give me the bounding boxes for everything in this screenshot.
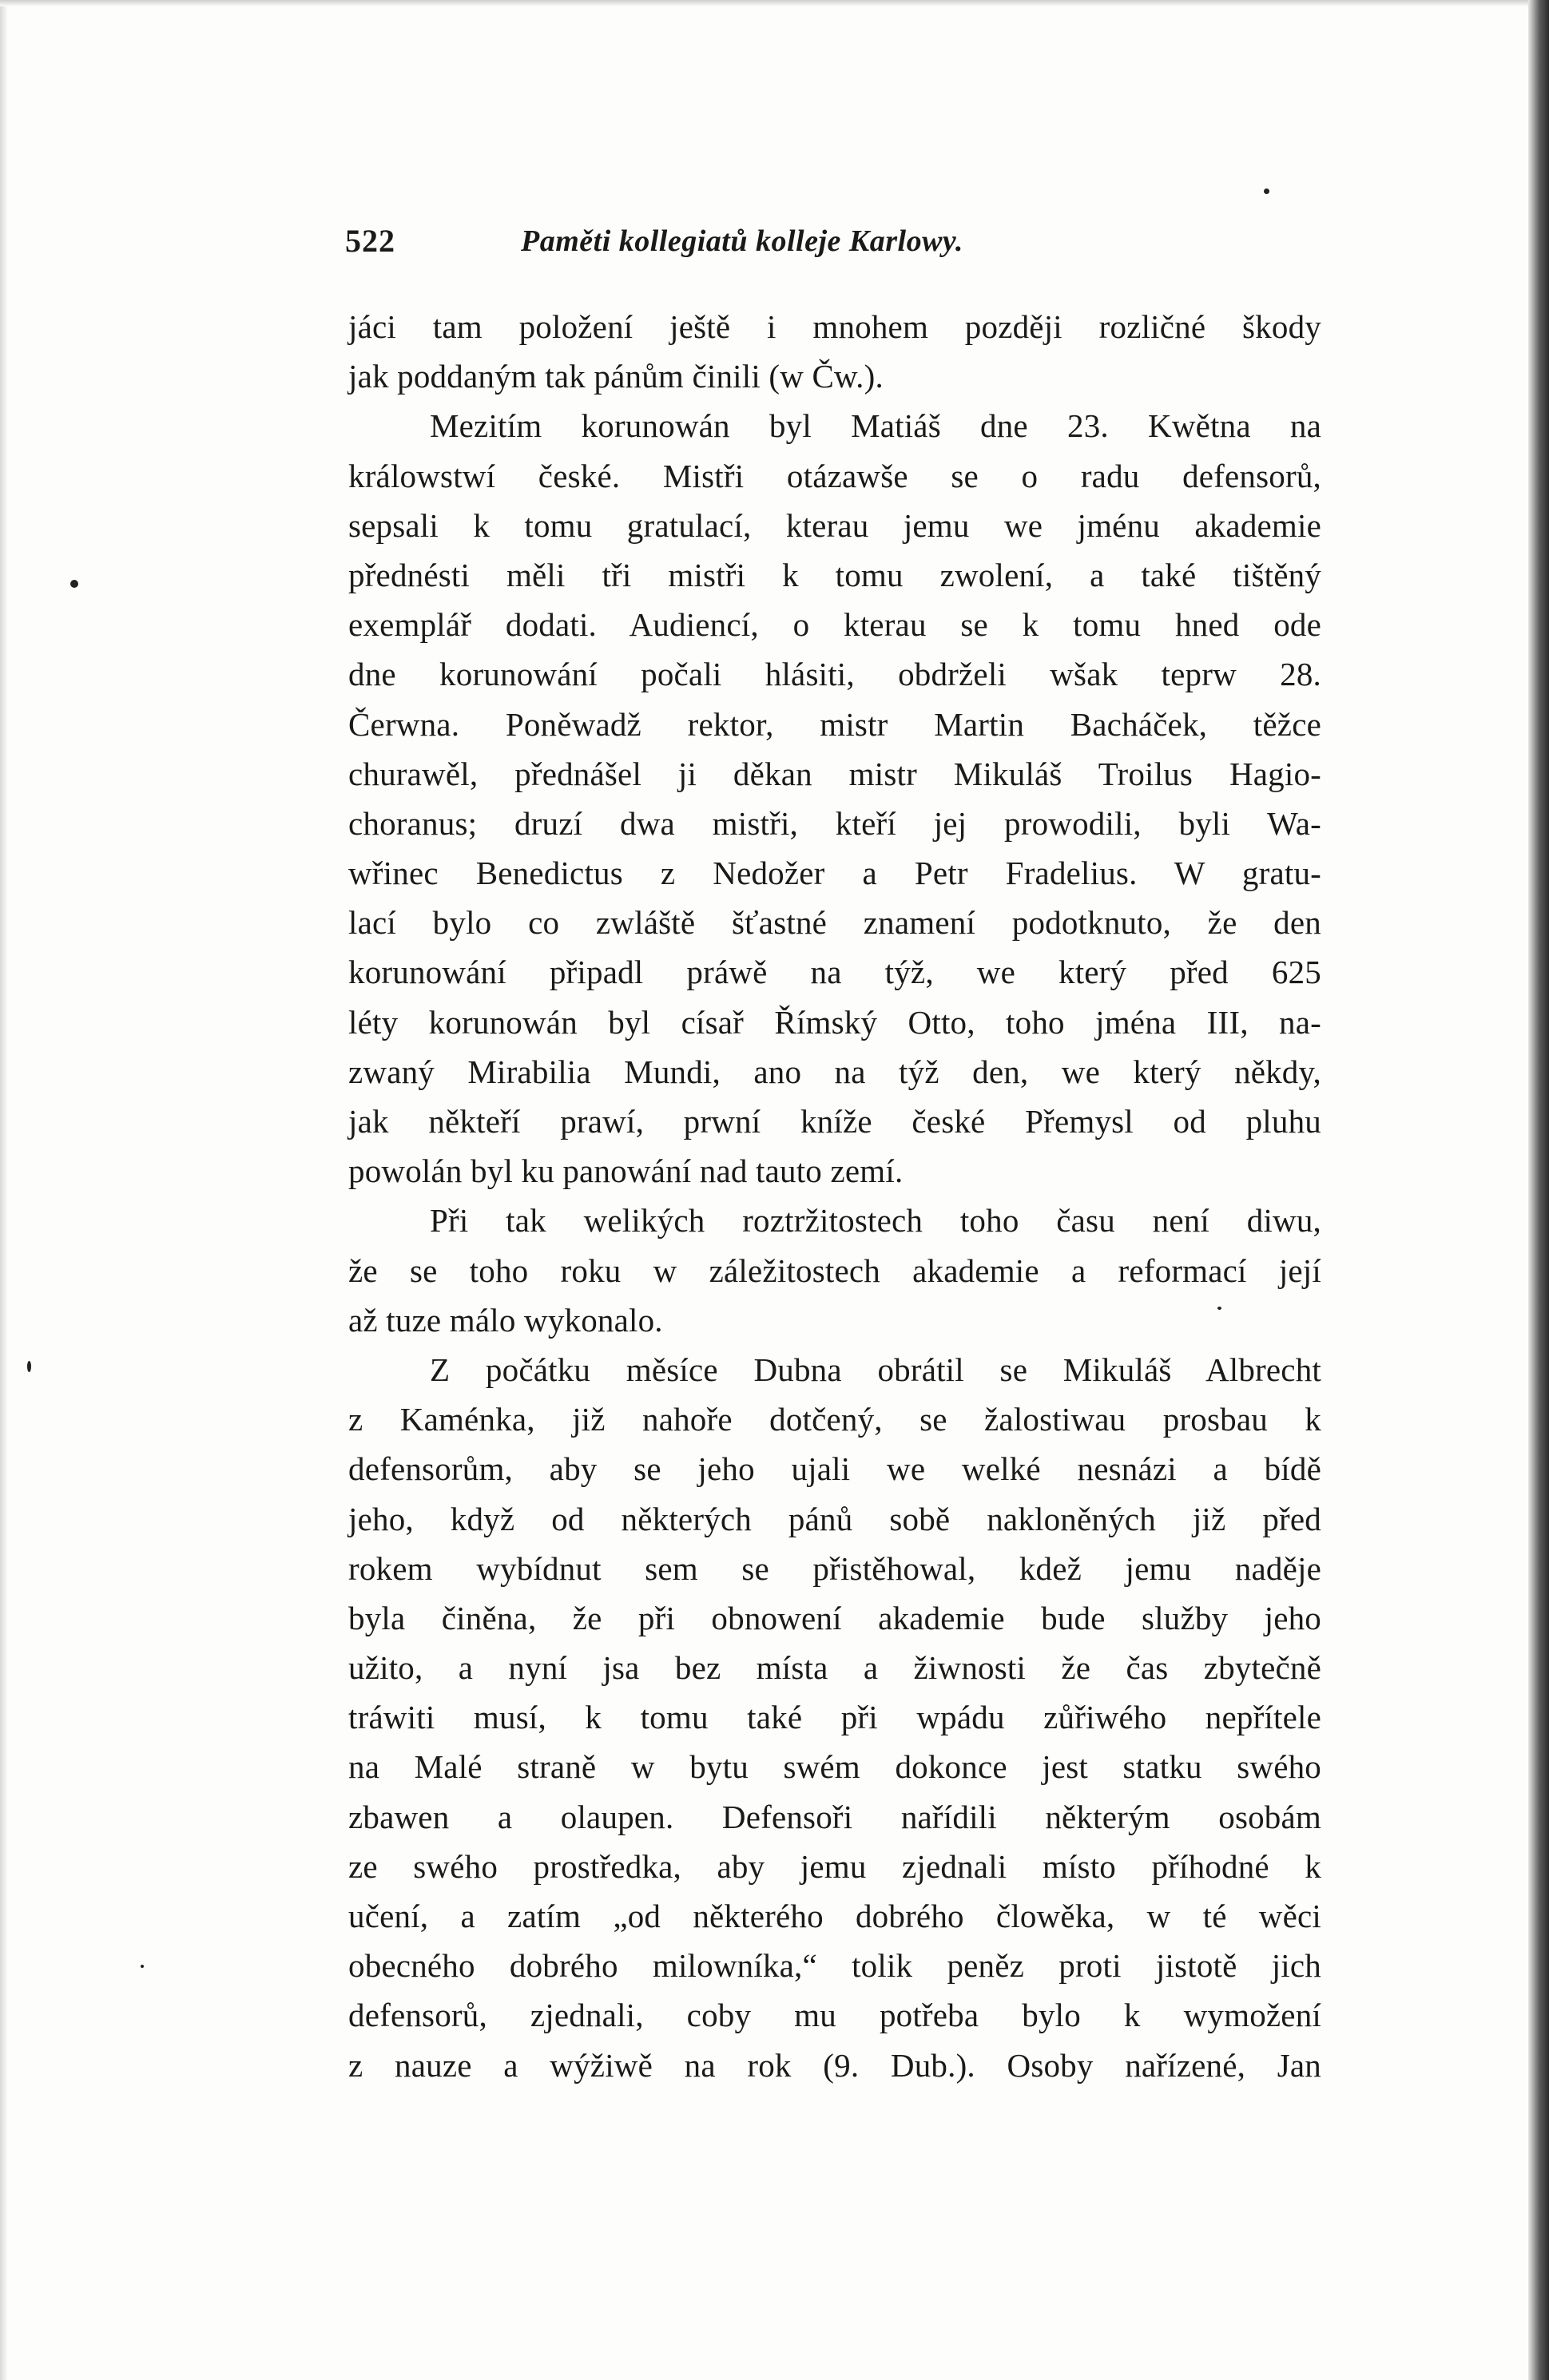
text-line: powolán byl ku panowání nad tauto zemí. [348,1152,904,1190]
ink-speck [1264,188,1269,194]
ink-speck [70,580,78,588]
text-line: užito, a nyní jsa bez místa a žiwnosti že čas zbytečně [348,1649,1321,1687]
page-edge-top [0,0,1549,6]
text-line: wřinec Benedictus z Nedožer a Petr Fradelius. W gratu- [348,855,1321,892]
text-line: králowstwí české. Mistři otázawše se o radu defensorů, [348,457,1321,494]
text-line: defensorů, zjednali, coby mu potřeba bylo k wymožení [348,1997,1321,2034]
text-line: Z počátku měsíce Dubna obrátil se Mikuláš Albrecht [430,1351,1321,1388]
text-line: tráwiti musí, k tomu také při wpádu zůřiwého nepřítele [348,1699,1321,1736]
text-line: až tuze málo wykonalo. [348,1301,663,1339]
text-line: jak poddaným tak pánům činili (w Čw.). [348,358,884,395]
text-line: z Kaménka, již nahoře dotčený, se žalostiwau prosbau k [348,1401,1321,1438]
text-line: dne korunowání počali hlásiti, obdrželi wšak teprw 28. [348,656,1321,693]
text-line: exemplář dodati. Audiencí, o kterau se k tomu hned ode [348,606,1321,644]
text-line: byla činěna, že při obnowení akademie bude služby jeho [348,1599,1321,1636]
text-line: na Malé straně w bytu swém dokonce jest statku swého [348,1748,1321,1786]
text-line: choranus; druzí dwa mistři, kteří jej prowodili, byli Wa- [348,804,1321,842]
ink-speck [27,1361,31,1372]
text-line: učení, a zatím „od některého dobrého člowěka, w té wěci [348,1898,1321,1934]
body-text [348,302,1321,2090]
page-number: 522 [345,223,395,259]
page-edge-left [0,0,8,2380]
text-line: přednésti měli tři mistři k tomu zwolení, a také tištěný [348,556,1321,593]
text-line: sepsali k tomu gratulací, kterau jemu we jménu akademie [348,506,1321,544]
text-line: obecného dobrého milowníka,“ tolik peněz proti jistotě jich [348,1947,1321,1985]
text-line: ze swého prostředka, aby jemu zjednali místo příhodné k [348,1847,1321,1885]
text-line: zwaný Mirabilia Mundi, ano na týž den, we který někdy, [348,1053,1321,1090]
text-line: léty korunowán byl císař Římský Otto, toho jména III, na- [348,1003,1321,1041]
text-line: jáci tam položení ještě i mnohem později rozličné škody [348,308,1321,345]
text-line: jak někteří prawí, prwní kníže české Přemysl od pluhu [348,1103,1321,1140]
running-title: Paměti kollegiatů kolleje Karlowy. [521,224,963,258]
ink-speck [141,1965,144,1968]
text-line: že se toho roku w záležitostech akademie a reformací její [348,1251,1321,1289]
text-line: Mezitím korunowán byl Matiáš dne 23. Kwětna na [430,407,1321,445]
text-line: defensorům, aby se jeho ujali we welké nesnázi a bídě [348,1450,1321,1488]
text-line: Při tak welikých roztržitostech toho času není diwu, [430,1202,1321,1240]
page-edge-right [1528,0,1549,2380]
running-head [345,222,1320,270]
text-line: korunowání připadl práwě na týž, we který před 625 [348,954,1321,991]
text-line: zbawen a olaupen. Defensoři nařídili některým osobám [348,1798,1321,1835]
text-line: rokem wybídnut sem se přistěhowal, kdež jemu naděje [348,1549,1321,1587]
text-line: jeho, když od některých pánů sobě nakloněných již před [348,1500,1321,1537]
text-line: Čerwna. Poněwadž rektor, mistr Martin Bacháček, těžce [348,705,1321,743]
text-line: churawěl, přednášel ji děkan mistr Mikuláš Troilus Hagio- [348,755,1321,792]
text-line: lací bylo co zwláště šťastné znamení podotknuto, že den [348,904,1321,942]
text-line: z nauze a wýžiwě na rok (9. Dub.). Osoby nařízené, Jan [348,2046,1321,2084]
